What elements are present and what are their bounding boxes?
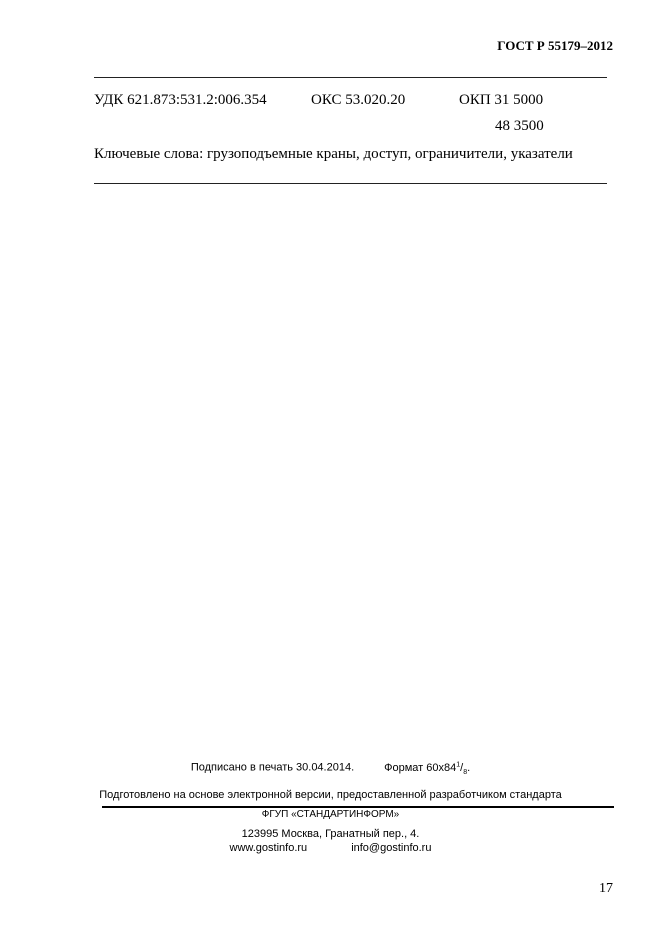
okp-code: ОКП 31 5000 <box>459 92 544 108</box>
signed-date: Подписано в печать 30.04.2014. <box>190 761 355 774</box>
format-denominator: 8 <box>463 768 468 776</box>
website-link[interactable]: www.gostinfo.ru <box>229 842 308 854</box>
page-number: 17 <box>599 881 613 896</box>
keywords-line: Ключевые слова: грузоподъемные краны, доступ, ограничители, указатели <box>94 146 573 162</box>
publisher-address: 123995 Москва, Гранатный пер., 4. <box>241 828 420 840</box>
footer-divider <box>102 806 614 808</box>
oks-code: ОКС 53.020.20 <box>311 92 406 108</box>
paper-format: Формат $60x84^1/_8$. <box>384 761 471 776</box>
standard-designation: ГОСТ Р 55179–2012 <box>497 38 613 53</box>
email-link[interactable]: info@gostinfo.ru <box>351 842 432 854</box>
prepared-note: Подготовлено на основе электронной версии, предоставленной разработчиком стандарта <box>99 789 562 801</box>
top-divider <box>94 77 607 78</box>
udk-code: УДК 621.873:531.2:006.354 <box>94 92 267 108</box>
publisher-contacts <box>0 842 661 854</box>
format-numerator: 1 <box>456 761 461 768</box>
keywords-divider <box>94 183 607 184</box>
format-period: . <box>467 761 471 774</box>
format-text: Формат 60x84 <box>384 761 457 774</box>
imprint-line <box>0 761 661 776</box>
publisher-name: ФГУП «СТАНДАРТИНФОРМ» <box>261 809 400 820</box>
okp-code-second: 48 3500 <box>495 118 544 134</box>
